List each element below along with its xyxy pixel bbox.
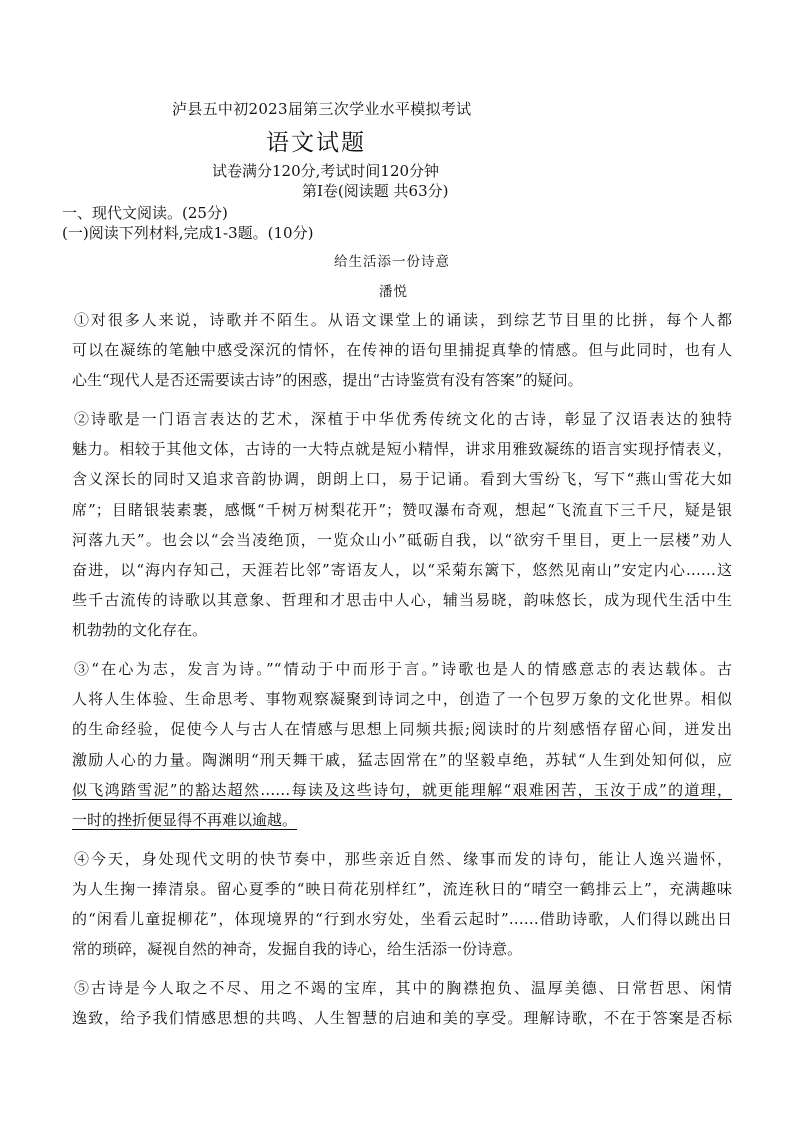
article-body [72,305,732,1033]
paragraph-3-line: 激励人心的力量。陶渊明“刑天舞干戚，猛志固常在”的坚毅卓绝，苏轼“人生到处知何似，应 [72,750,732,769]
underlined-line: 一时的挫折便显得不再难以逾越。 [72,811,298,829]
paragraph-2-line: 机勃勃的文化存在。 [72,621,208,640]
paragraph-2-line: 些千古流传的诗歌以其意象、哲理和才思击中人心，辅当易晓，韵味悠长，成为现代生活中生 [72,591,732,610]
paragraph-2-line: ②诗歌是一门语言表达的艺术，深植于中华优秀传统文化的古诗，彰显了汉语表达的独特 [74,410,732,429]
page-title: 语文试题 [266,130,366,156]
paragraph-2-line: 含义深长的同时又追求音韵协调，朗朗上口，易于记诵。看到大雪纷飞，写下“燕山雪花大如 [72,470,732,489]
paragraph-3-line: 的生命经验，促使今人与古人在情感与思想上同频共振;阅读时的片刻感悟存留心间，迸发出 [72,720,732,739]
subsection-title: (一)阅读下列材料,完成1-3题。(10分) [62,224,314,242]
article-title: 给生活添一份诗意 [334,254,450,270]
article-author: 潘悦 [379,284,408,300]
paragraph-2-line: 奋进，以“海内存知己，天涯若比邻”寄语友人，以“采菊东篱下，悠然见南山”安定内心……这 [72,561,732,579]
section-title: 一、现代文阅读。(25分) [62,204,228,222]
paragraph-1-line: 心生“现代人是否还需要读古诗”的困惑，提出“古诗鉴赏有没有答案”的疑问。 [72,371,583,390]
paragraph-1-line: ①对很多人来说，诗歌并不陌生。从语文课堂上的诵读，到综艺节目里的比拼，每个人都 [74,311,732,329]
paragraph-4-line: 为人生掬一捧清泉。留心夏季的“映日荷花别样红”，流连秋日的“晴空一鹤排云上”，充满趣味 [72,879,732,898]
paragraph-3-line: 人将人生体验、生命思考、事物观察凝聚到诗词之中，创造了一个包罗万象的文化世界。相似 [72,690,732,709]
paragraph-4-line: 常的琐碎，凝视自然的神奇，发掘自我的诗心，给生活添一份诗意。 [72,940,523,959]
paragraph-4-line: ④今天，身处现代文明的快节奏中，那些亲近自然、缘事而发的诗句，能让人逸兴遄怀， [74,849,732,868]
paragraph-1-line: 可以在凝练的笔触中感受深沉的情怀，在传神的语句里捕捉真挚的情感。但与此同时，也有人 [72,341,732,360]
part-title: 第Ⅰ卷(阅读题 共63分) [302,182,449,200]
paragraph-4-line: 的“闲看儿童捉柳花”，体现境界的“行到水穷处，坐看云起时”……借助诗歌，人们得以跳出日 [72,910,732,929]
paragraph-5-line: ⑤古诗是今人取之不尽、用之不竭的宝库，其中的胸襟抱负、温厚美德、日常哲思、闲情 [74,978,732,997]
paragraph-2-line: 魅力。相较于其他文体，古诗的一大特点就是短小精悍，讲求用雅致凝练的语言实现抒情表义， [72,440,732,459]
paragraph-2-line: 席”；目睹银装素裹，感慨“千树万树梨花开”；赞叹瀑布奇观，想起“飞流直下三千尺，疑是银 [72,500,732,519]
underlined-line: 似飞鸿踏雪泥”的豁达超然……每读及这些诗句，就更能理解“艰难困苦，玉汝于成”的道理， [72,780,732,799]
exam-meta: 试卷满分120分,考试时间120分钟 [212,162,440,180]
paragraph-3-line: ③“在心为志，发言为诗。”“情动于中而形于言。”诗歌也是人的情感意志的表达载体。古 [74,660,732,679]
paragraph-2-line: 河落九天”。也会以“会当凌绝顶，一览众山小”砥砺自我，以“欲穷千里目，更上一层楼”劝人 [72,530,732,549]
paragraph-5-line: 逸致，给予我们情感思想的共鸣、人生智慧的启迪和美的享受。理解诗歌，不在于答案是否标 [72,1009,732,1028]
exam-name: 泸县五中初2023届第三次学业水平模拟考试 [172,100,472,118]
